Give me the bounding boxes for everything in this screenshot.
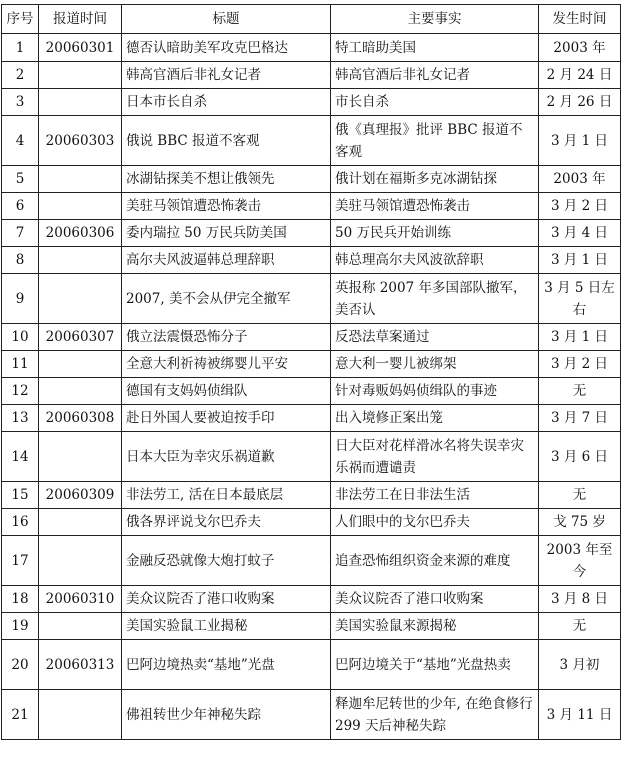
news-title-cell: 委内瑞拉 50 万民兵防美国: [122, 220, 331, 247]
row-number-cell: 6: [2, 193, 39, 220]
occurrence-time-cell: 3 月 5 日左右: [539, 274, 621, 324]
report-date-cell: 20060303: [39, 116, 122, 166]
report-date-cell: [39, 62, 122, 89]
main-fact-cell: 人们眼中的戈尔巴乔夫: [331, 509, 539, 536]
table-row: [2, 536, 621, 586]
table-row: [2, 62, 621, 89]
row-number-cell: 7: [2, 220, 39, 247]
row-number-cell: 3: [2, 89, 39, 116]
header-title: 标题: [122, 5, 331, 34]
table-row: [2, 89, 621, 116]
occurrence-time-cell: 戈 75 岁: [539, 509, 621, 536]
news-title-cell: 日本大臣为幸灾乐祸道歉: [122, 432, 331, 482]
table-row: [2, 586, 621, 613]
report-date-cell: [39, 89, 122, 116]
occurrence-time-cell: 3 月 2 日: [539, 193, 621, 220]
table-row: [2, 324, 621, 351]
main-fact-cell: 俄计划在福斯多克冰湖钻探: [331, 166, 539, 193]
header-when: 发生时间: [539, 5, 621, 34]
main-fact-cell: 非法劳工在日非法生活: [331, 482, 539, 509]
row-number-cell: 20: [2, 640, 39, 690]
row-number-cell: 18: [2, 586, 39, 613]
occurrence-time-cell: 3 月 2 日: [539, 351, 621, 378]
table-row: [2, 640, 621, 690]
news-table: [1, 4, 621, 740]
news-title-cell: 俄各界评说戈尔巴乔夫: [122, 509, 331, 536]
report-date-cell: [39, 274, 122, 324]
report-date-cell: [39, 193, 122, 220]
news-title-cell: 俄立法震慑恐怖分子: [122, 324, 331, 351]
occurrence-time-cell: 2 月 24 日: [539, 62, 621, 89]
report-date-cell: [39, 613, 122, 640]
news-title-cell: 高尔夫风波逼韩总理辞职: [122, 247, 331, 274]
table-row: [2, 509, 621, 536]
main-fact-cell: 巴阿边境关于“基地”光盘热卖: [331, 640, 539, 690]
news-title-cell: 日本市长自杀: [122, 89, 331, 116]
header-no: 序号: [2, 5, 39, 34]
occurrence-time-cell: 3 月 1 日: [539, 247, 621, 274]
row-number-cell: 1: [2, 34, 39, 62]
row-number-cell: 19: [2, 613, 39, 640]
row-number-cell: 9: [2, 274, 39, 324]
table-row: [2, 405, 621, 432]
report-date-cell: [39, 378, 122, 405]
header-fact: 主要事实: [331, 5, 539, 34]
report-date-cell: [39, 247, 122, 274]
row-number-cell: 2: [2, 62, 39, 89]
table-row: [2, 690, 621, 740]
news-title-cell: 金融反恐就像大炮打蚊子: [122, 536, 331, 586]
news-title-cell: 韩高官酒后非礼女记者: [122, 62, 331, 89]
report-date-cell: [39, 509, 122, 536]
row-number-cell: 17: [2, 536, 39, 586]
table-row: [2, 116, 621, 166]
occurrence-time-cell: 2003 年: [539, 166, 621, 193]
report-date-cell: [39, 536, 122, 586]
table-row: [2, 193, 621, 220]
report-date-cell: [39, 166, 122, 193]
news-title-cell: 俄说 BBC 报道不客观: [122, 116, 331, 166]
row-number-cell: 4: [2, 116, 39, 166]
main-fact-cell: 特工暗助美国: [331, 34, 539, 62]
occurrence-time-cell: 3 月 1 日: [539, 116, 621, 166]
row-number-cell: 10: [2, 324, 39, 351]
main-fact-cell: 韩总理高尔夫风波欲辞职: [331, 247, 539, 274]
main-fact-cell: 意大利一婴儿被绑架: [331, 351, 539, 378]
occurrence-time-cell: 3 月 1 日: [539, 324, 621, 351]
occurrence-time-cell: 无: [539, 378, 621, 405]
row-number-cell: 8: [2, 247, 39, 274]
report-date-cell: 20060306: [39, 220, 122, 247]
occurrence-time-cell: 3 月 8 日: [539, 586, 621, 613]
table-row: [2, 274, 621, 324]
occurrence-time-cell: 3 月初: [539, 640, 621, 690]
occurrence-time-cell: 2003 年: [539, 34, 621, 62]
row-number-cell: 5: [2, 166, 39, 193]
news-title-cell: 2007, 美不会从伊完全撤军: [122, 274, 331, 324]
news-title-cell: 美众议院否了港口收购案: [122, 586, 331, 613]
row-number-cell: 13: [2, 405, 39, 432]
occurrence-time-cell: 3 月 4 日: [539, 220, 621, 247]
news-title-cell: 赴日外国人要被迫按手印: [122, 405, 331, 432]
news-title-cell: 德国有支妈妈侦缉队: [122, 378, 331, 405]
main-fact-cell: 出入境修正案出笼: [331, 405, 539, 432]
main-fact-cell: 针对毒贩妈妈侦缉队的事迹: [331, 378, 539, 405]
news-title-cell: 冰湖钻探美不想让俄领先: [122, 166, 331, 193]
news-title-cell: 非法劳工, 活在日本最底层: [122, 482, 331, 509]
occurrence-time-cell: 无: [539, 482, 621, 509]
main-fact-cell: 美国实验鼠来源揭秘: [331, 613, 539, 640]
news-title-cell: 美国实验鼠工业揭秘: [122, 613, 331, 640]
occurrence-time-cell: 3 月 6 日: [539, 432, 621, 482]
header-date: 报道时间: [39, 5, 122, 34]
occurrence-time-cell: 无: [539, 613, 621, 640]
main-fact-cell: 美众议院否了港口收购案: [331, 586, 539, 613]
table-row: [2, 432, 621, 482]
main-fact-cell: 俄《真理报》批评 BBC 报道不客观: [331, 116, 539, 166]
table-row: [2, 220, 621, 247]
table-row: [2, 166, 621, 193]
row-number-cell: 11: [2, 351, 39, 378]
row-number-cell: 16: [2, 509, 39, 536]
main-fact-cell: 50 万民兵开始训练: [331, 220, 539, 247]
main-fact-cell: 市长自杀: [331, 89, 539, 116]
occurrence-time-cell: 2003 年至今: [539, 536, 621, 586]
header-row: [2, 5, 621, 34]
report-date-cell: [39, 690, 122, 740]
occurrence-time-cell: 2 月 26 日: [539, 89, 621, 116]
main-fact-cell: 韩高官酒后非礼女记者: [331, 62, 539, 89]
news-title-cell: 佛祖转世少年神秘失踪: [122, 690, 331, 740]
main-fact-cell: 追查恐怖组织资金来源的难度: [331, 536, 539, 586]
report-date-cell: 20060310: [39, 586, 122, 613]
main-fact-cell: 英报称 2007 年多国部队撤军，美否认: [331, 274, 539, 324]
table-row: [2, 482, 621, 509]
report-date-cell: [39, 432, 122, 482]
row-number-cell: 14: [2, 432, 39, 482]
news-title-cell: 全意大利祈祷被绑婴儿平安: [122, 351, 331, 378]
main-fact-cell: 日大臣对花样滑冰名将失误幸灾乐祸而遭谴责: [331, 432, 539, 482]
news-title-cell: 美驻马领馆遭恐怖袭击: [122, 193, 331, 220]
news-title-cell: 巴阿边境热卖“基地”光盘: [122, 640, 331, 690]
table-row: [2, 34, 621, 62]
report-date-cell: 20060313: [39, 640, 122, 690]
main-fact-cell: 释迦牟尼转世的少年, 在绝食修行 299 天后神秘失踪: [331, 690, 539, 740]
report-date-cell: 20060308: [39, 405, 122, 432]
table-row: [2, 247, 621, 274]
report-date-cell: 20060307: [39, 324, 122, 351]
row-number-cell: 12: [2, 378, 39, 405]
row-number-cell: 15: [2, 482, 39, 509]
main-fact-cell: 反恐法草案通过: [331, 324, 539, 351]
row-number-cell: 21: [2, 690, 39, 740]
table-body: [2, 34, 621, 740]
table-row: [2, 378, 621, 405]
table-row: [2, 613, 621, 640]
occurrence-time-cell: 3 月 11 日: [539, 690, 621, 740]
report-date-cell: [39, 351, 122, 378]
table-row: [2, 351, 621, 378]
report-date-cell: 20060301: [39, 34, 122, 62]
occurrence-time-cell: 3 月 7 日: [539, 405, 621, 432]
main-fact-cell: 美驻马领馆遭恐怖袭击: [331, 193, 539, 220]
report-date-cell: 20060309: [39, 482, 122, 509]
news-title-cell: 德否认暗助美军攻克巴格达: [122, 34, 331, 62]
